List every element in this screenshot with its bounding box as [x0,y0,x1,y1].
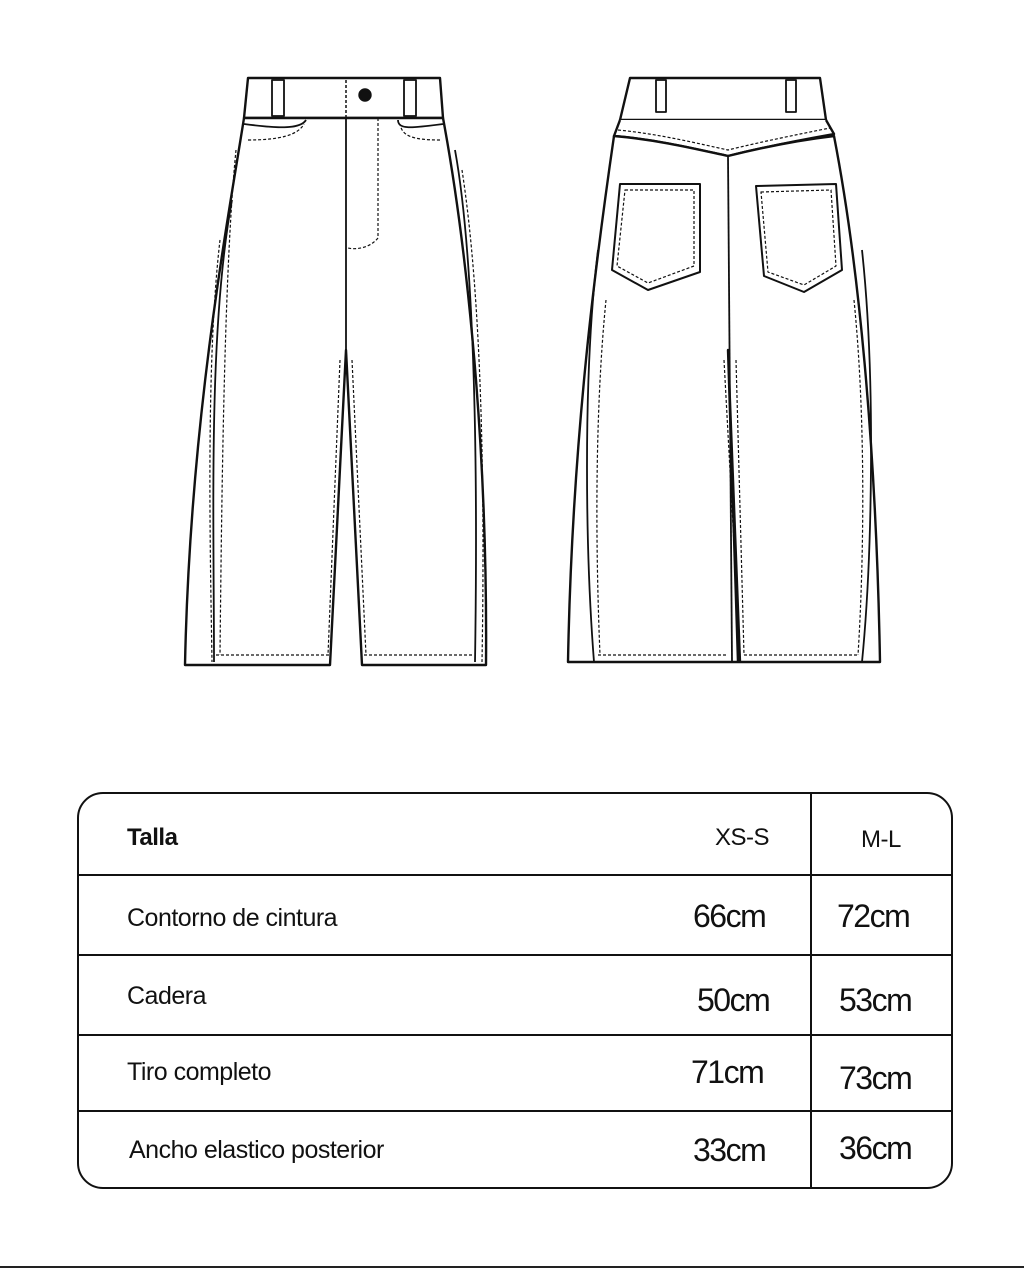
value-xs-s: 33cm [693,1132,766,1168]
table-header-row [79,794,951,874]
table-row [79,956,951,1034]
header-size-xs-s: XS-S [715,824,770,851]
measurement-label: Ancho elastico posterior [129,1136,384,1164]
measurement-label: Tiro completo [127,1058,272,1086]
value-xs-s: 50cm [697,982,770,1018]
value-xs-s: 66cm [693,898,766,934]
value-m-l: 73cm [839,1060,912,1096]
measurement-label: Contorno de cintura [127,904,338,932]
value-m-l: 72cm [837,898,910,934]
measurement-label: Cadera [127,982,206,1010]
header-label-talla: Talla [127,824,178,851]
value-m-l: 36cm [839,1130,912,1166]
value-m-l: 53cm [839,982,912,1018]
table-row [79,1036,951,1110]
table-row [79,1112,951,1189]
header-size-m-l: M-L [861,826,901,853]
table-row [79,876,951,954]
size-chart-table [77,792,953,1189]
pants-back-view [568,78,880,662]
bottom-divider [0,1266,1024,1268]
pants-front-view [185,78,486,665]
value-xs-s: 71cm [691,1054,764,1090]
